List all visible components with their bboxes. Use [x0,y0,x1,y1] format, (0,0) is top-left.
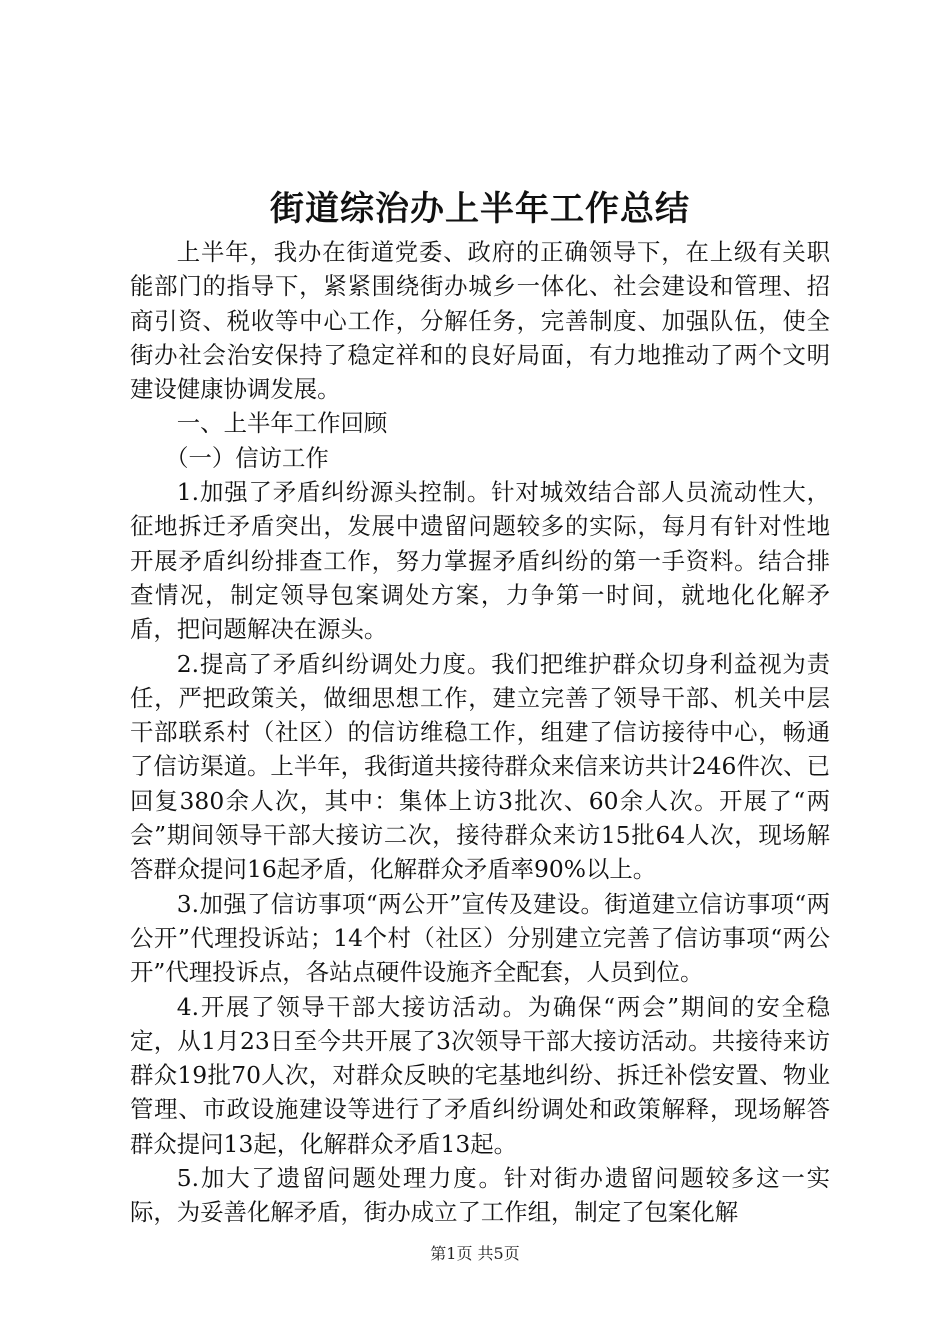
subsection-heading: （一）信访工作 [165,443,329,472]
item-paragraph-3: 3.加强了信访事项“两公开”宣传及建设。街道建立信访事项“两公开”代理投诉站；14个村（社区）分别建立完善了信访事项“两公开”代理投诉点，各站点硬件设施齐全配套，人员到位。 [130,889,830,987]
intro-paragraph: 上半年，我办在街道党委、政府的正确领导下，在上级有关职能部门的指导下，紧紧围绕街办城乡一体化、社会建设和管理、招商引资、税收等中心工作，分解任务，完善制度、加强队伍，使全街办社会治安保持了稳定祥和的良好局面，有力地推动了两个文明建设健康协调发展。 [130,238,830,404]
section-heading: 一、上半年工作回顾 [176,409,388,438]
item-paragraph-2: 2.提高了矛盾纠纷调处力度。我们把维护群众切身利益视为责任，严把政策关，做细思想工作，建立完善了领导干部、机关中层干部联系村（社区）的信访维稳工作，组建了信访接待中心，畅通了信访渠道。上半年，我街道共接待群众来信来访共计246件次、已回复380余人次，其中：集体上访3批次、60余人次。开展了“两会”期间领导干部大接访二次，接待群众来访15批64人次，现场解答群众提问16起矛盾，化解群众矛盾率90%以上。 [130,649,830,884]
item-paragraph-1: 1.加强了矛盾纠纷源头控制。针对城效结合部人员流动性大，征地拆迁矛盾突出，发展中遗留问题较多的实际，每月有针对性地开展矛盾纠纷排查工作，努力掌握矛盾纠纷的第一手资料。结合排查情况，制定领导包案调处方案，力争第一时间，就地化化解矛盾，把问题解决在源头。 [130,478,830,644]
document-title: 街道综治办上半年工作总结 [270,189,690,229]
item-paragraph-4: 4.开展了领导干部大接访活动。为确保“两会”期间的安全稳定，从1月23日至今共开展了3次领导干部大接访活动。共接待来访群众19批70人次，对群众反映的宅基地纠纷、拆迁补偿安置、物业管理、市政设施建设等进行了矛盾纠纷调处和政策解释，现场解答群众提问13起，化解群众矛盾13起。 [130,992,830,1158]
document-page [130,185,830,1230]
item-paragraph-5: 5.加大了遗留问题处理力度。针对街办遗留问题较多这一实际，为妥善化解矛盾，街办成立了工作组，制定了包案化解 [130,1164,830,1227]
page-footer: 第1页 共5页 [430,1244,520,1263]
